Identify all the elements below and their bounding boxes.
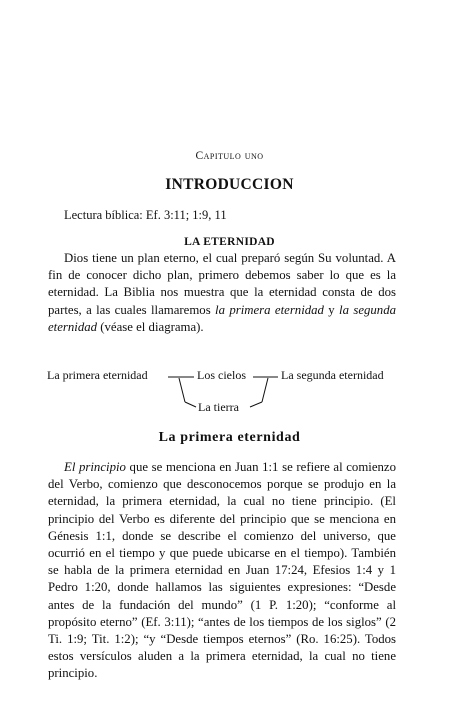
chapter-label-rest: apitulo uno xyxy=(203,150,264,162)
diagram-label-first-eternity: La primera eternidad xyxy=(47,368,148,382)
paragraph-eternity xyxy=(48,250,396,336)
paragraph-italic-second-eternity: la segunda eternidad xyxy=(48,302,396,334)
paragraph-text: (véase el diagrama). xyxy=(97,319,204,334)
chapter-label xyxy=(0,150,459,162)
paragraph-text: que se menciona en Juan 1:1 se refiere al comienzo del Verbo, comienzo que desconocemos porque se produjo en la eternidad, la primera eternidad, la cual no tiene principio. (El principio del Verbo es diferente del principio que se menciona en Génesis 1:1, donde se describe el comienzo del universo, que ocurrió en el tiempo y que puede ubicarse en el tiempo). También se habla de la primera eternidad en Juan 17:24, Efesios 1:4 y 1 Pedro 1:20, donde hallamos las siguientes expresiones: “Desde antes de la fundación del mundo” (1 P. 1:20); “conforme al propósito eterno” (Ef. 3:11); “antes de los tiempos de los siglos” (2 Ti. 1:9; Tit. 1:2); “y “Desde tiempos eternos” (Ro. 16:25). Todos estos versículos aluden a la primera eternidad, la cual no tiene principio. xyxy=(48,460,396,681)
eternity-diagram xyxy=(0,360,459,420)
diagram-label-earth: La tierra xyxy=(198,400,239,414)
paragraph-first-eternity xyxy=(48,459,396,683)
diagram-label-heavens: Los cielos xyxy=(197,368,246,382)
diagram-line-right-bottom xyxy=(250,402,262,407)
subsection-title: La primera eternidad xyxy=(158,430,301,445)
paragraph-text: y xyxy=(323,302,340,317)
diagram-line-left-bottom xyxy=(185,402,196,407)
paragraph-italic-beginning: El principio xyxy=(64,460,126,474)
chapter-label-initial: C xyxy=(195,150,204,162)
diagram-label-second-eternity: La segunda eternidad xyxy=(281,368,384,382)
section-title: LA ETERNIDAD xyxy=(184,236,275,248)
chapter-title: INTRODUCCION xyxy=(165,176,294,193)
diagram-line-left-slope xyxy=(179,378,185,402)
diagram-line-right-slope xyxy=(262,378,268,402)
paragraph-text: Dios tiene un plan eterno, el cual preparó según Su voluntad. A fin de conocer dicho plan, primero debemos saber lo que es la eternidad. La Biblia nos muestra que la eternidad consta de dos partes, a las cuales llamaremos xyxy=(48,251,396,317)
bible-reading: Lectura bíblica: Ef. 3:11; 1:9, 11 xyxy=(64,208,227,222)
paragraph-italic-first-eternity: la primera eternidad xyxy=(215,302,324,317)
